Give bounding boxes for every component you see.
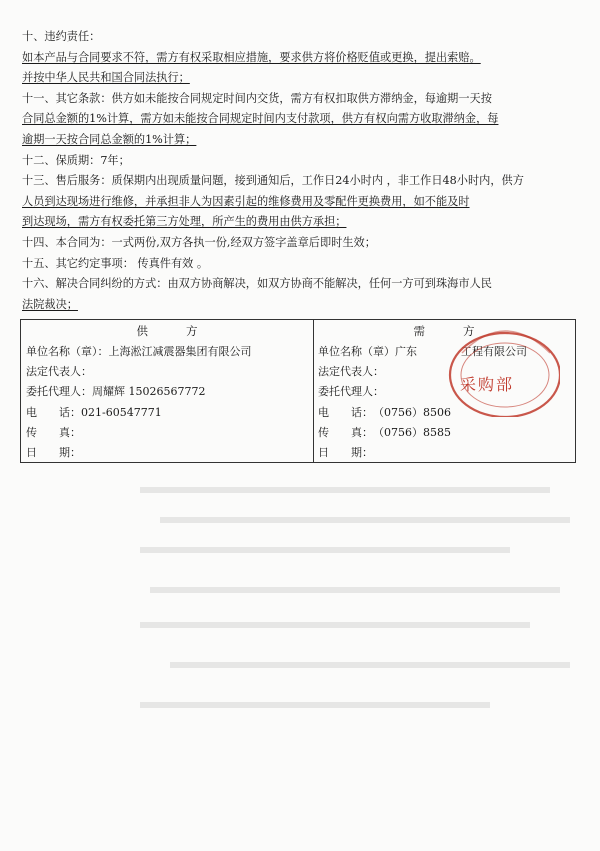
stamp-text: 采购部	[460, 375, 515, 394]
buyer-legal-rep-row: 法定代表人：	[318, 365, 384, 379]
supplier-company-row: 单位名称（章）：上海淞江减震器集团有限公司	[26, 345, 252, 358]
clause-line: 合同总金额的1%计算，需方如未能按合同规定时间内支付款项，供方有权向需方收取滞纳金，每	[22, 112, 499, 126]
buyer-heading: 需方	[413, 324, 513, 338]
supplier-date-row: 日 期：	[26, 445, 81, 459]
clause-line: 人员到达现场进行维修，并承担非人为因素引起的维修费用及零配件更换费用，如不能及时	[22, 194, 470, 208]
supplier-agent-row: 委托代理人：周耀辉 15026567772	[26, 385, 206, 399]
supplier-heading: 供方	[136, 324, 236, 338]
supplier-column	[21, 320, 314, 462]
buyer-fax-row: 传 真：（0756）8585	[318, 425, 451, 439]
buyer-column	[313, 320, 575, 462]
clause-line: 十二、保质期：7年；	[22, 153, 130, 167]
clause-line: 并按中华人民共和国合同法执行；	[22, 71, 190, 85]
bleed-through-lines	[130, 480, 580, 730]
clause-line: 如本产品与合同要求不符，需方有权采取相应措施，要求供方将价格贬值或更换，提出索赔。	[22, 50, 481, 64]
clause-line: 到达现场，需方有权委托第三方处理，所产生的费用由供方承担；	[22, 215, 347, 229]
clause-line: 十六、解决合同纠纷的方式：由双方协商解决，如双方协商不能解决，任何一方可到珠海市人民	[22, 277, 492, 291]
buyer-date-row: 日 期：	[318, 445, 373, 459]
buyer-company-row: 单位名称（章）广东 工程有限公司	[318, 345, 527, 358]
clause-line: 逾期一天按合同总金额的1%计算；	[22, 132, 197, 146]
clause-line: 十四、本合同为：一式两份,双方各执一份,经双方签字盖章后即时生效；	[22, 235, 376, 249]
supplier-phone-row: 电 话：021-60547771	[26, 405, 162, 419]
buyer-phone-row: 电 话：（0756）8506	[318, 405, 451, 419]
contract-clauses	[22, 27, 582, 315]
clause-line: 法院裁决；	[22, 297, 78, 311]
supplier-fax-row: 传 真：	[26, 425, 81, 439]
clause-line: 十一、其它条款：供方如未能按合同规定时间内交货，需方有权扣取供方滞纳金，每逾期一天按	[22, 91, 492, 105]
clause-line: 十五、其它约定事项： 传真件有效 。	[22, 256, 209, 270]
clause-line: 十三、售后服务：质保期内出现质量问题，接到通知后，工作日24小时内 ，非工作日48小时内，供方	[22, 174, 524, 188]
clause-line: 十、违约责任：	[22, 30, 101, 43]
supplier-legal-rep-row: 法定代表人：	[26, 365, 92, 379]
buyer-agent-row: 委托代理人：	[318, 385, 384, 399]
